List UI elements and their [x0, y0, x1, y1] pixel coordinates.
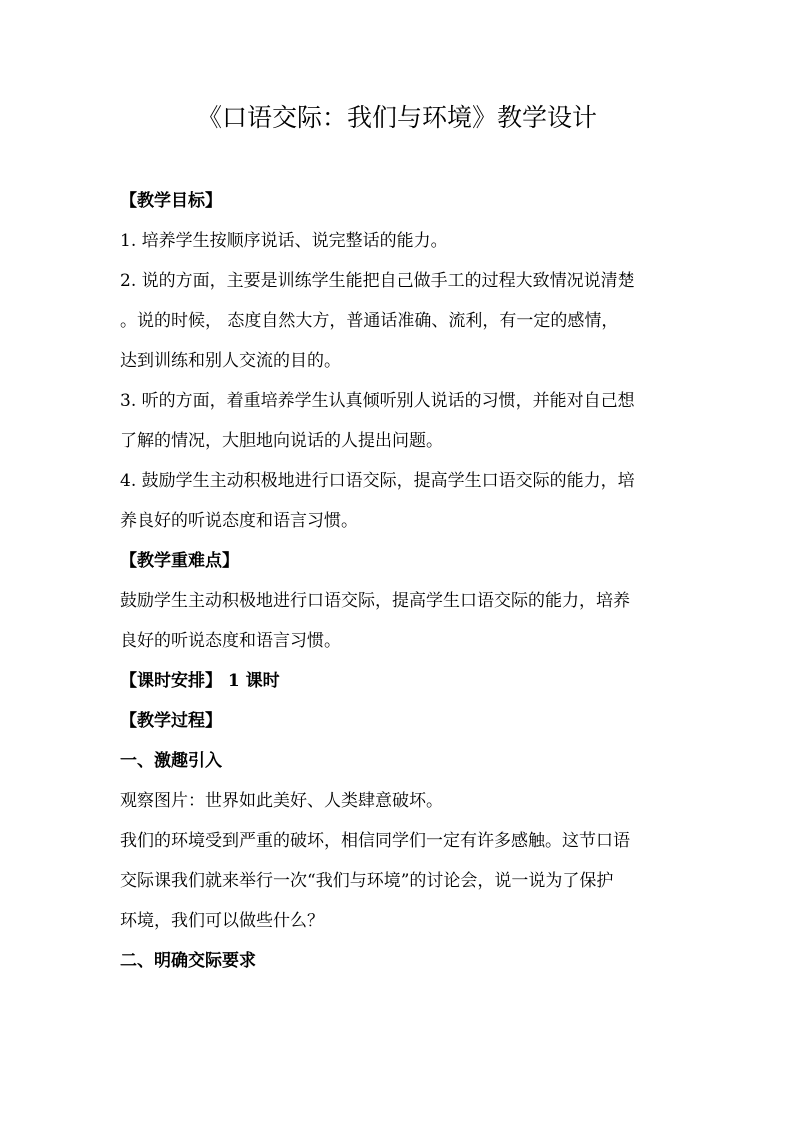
paragraph-line: 2. 说的方面，主要是训练学生能把自己做手工的过程大致情况说清楚 [120, 271, 635, 291]
paragraph-line: 。说的时候， 态度自然大方，普通话准确、流利，有一定的感情， [120, 311, 619, 331]
paragraph-line: 达到训练和别人交流的目的。 [120, 351, 341, 371]
paragraph-line: 3. 听的方面，着重培养学生认真倾听别人说话的习惯，并能对自己想 [120, 391, 635, 411]
section-heading: 一、激趣引入 [120, 751, 222, 771]
section-heading: 【课时安排】 1 课时 [120, 671, 280, 691]
paragraph-line: 鼓励学生主动积极地进行口语交际，提高学生口语交际的能力，培养 [120, 591, 630, 611]
paragraph-line: 环境，我们可以做些什么？ [120, 911, 324, 931]
section-heading: 【教学重难点】 [120, 551, 239, 571]
document-title: 《口语交际：我们与环境》教学设计 [196, 103, 597, 132]
paragraph-line: 交际课我们就来举行一次“我们与环境”的讨论会，说一说为了保护 [120, 871, 614, 891]
paragraph-line: 4. 鼓励学生主动积极地进行口语交际，提高学生口语交际的能力，培 [120, 471, 635, 491]
paragraph-line: 观察图片：世界如此美好、人类肆意破坏。 [120, 791, 443, 811]
paragraph-line: 了解的情况，大胆地向说话的人提出问题。 [120, 431, 443, 451]
paragraph-line: 良好的听说态度和语言习惯。 [120, 631, 341, 651]
section-heading: 二、明确交际要求 [120, 951, 256, 971]
paragraph-line: 我们的环境受到严重的破坏，相信同学们一定有许多感触。这节口语 [120, 831, 630, 851]
section-heading: 【教学过程】 [120, 711, 222, 731]
section-heading: 【教学目标】 [120, 191, 222, 211]
paragraph-line: 1. 培养学生按顺序说话、说完整话的能力。 [120, 231, 448, 251]
document-body [120, 181, 680, 981]
paragraph-line: 养良好的听说态度和语言习惯。 [120, 511, 358, 531]
